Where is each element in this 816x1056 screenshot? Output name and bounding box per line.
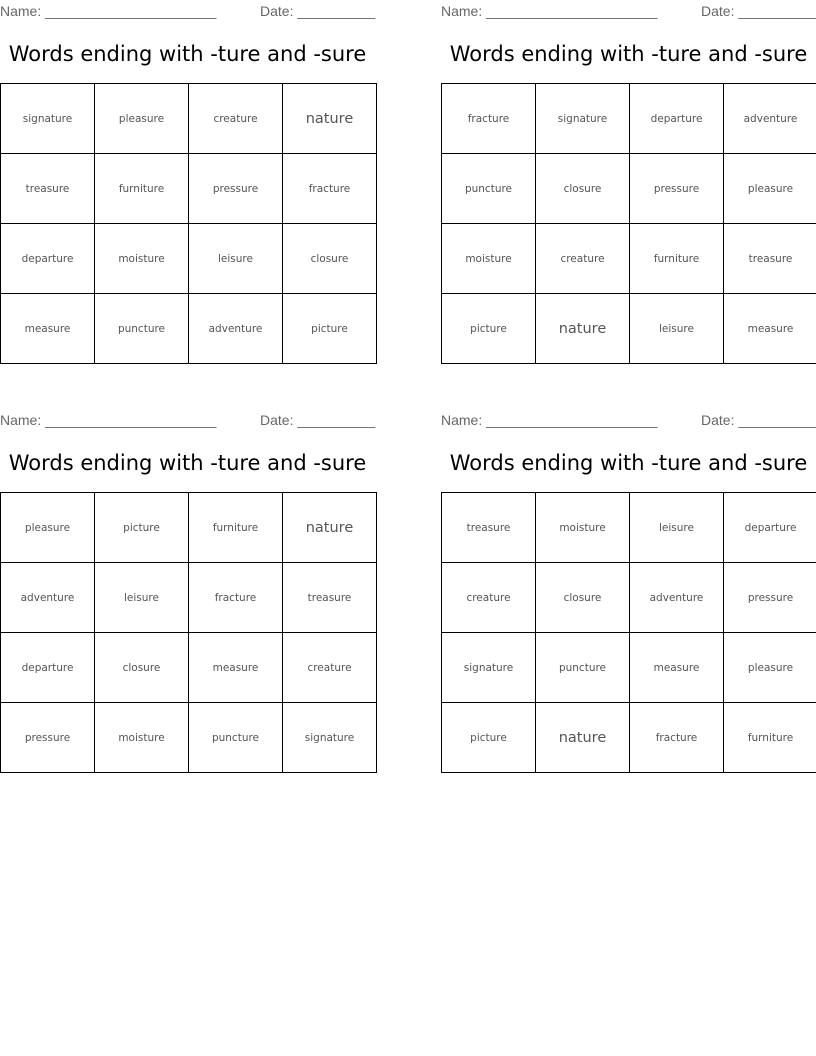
grid-cell: signature	[442, 633, 536, 703]
grid-cell: fracture	[189, 563, 283, 633]
grid-row	[442, 224, 816, 294]
grid-row	[1, 633, 377, 703]
grid-cell: puncture	[95, 294, 189, 364]
grid-cell: adventure	[1, 563, 95, 633]
date-label: Date: __________	[260, 412, 376, 428]
grid-cell: fracture	[442, 84, 536, 154]
grid-cell: leisure	[630, 493, 724, 563]
grid-cell: pressure	[630, 154, 724, 224]
grid-cell: furniture	[724, 703, 816, 773]
grid-row	[1, 84, 377, 154]
grid-cell: moisture	[442, 224, 536, 294]
grid-cell: picture	[442, 703, 536, 773]
name-date-row	[441, 409, 816, 431]
grid-cell: adventure	[724, 84, 816, 154]
grid-cell: puncture	[442, 154, 536, 224]
grid-cell: closure	[536, 154, 630, 224]
date-label: Date: __________	[701, 412, 816, 428]
bingo-card-2	[441, 0, 816, 380]
grid-cell: adventure	[189, 294, 283, 364]
grid-cell: furniture	[189, 493, 283, 563]
grid-cell: creature	[442, 563, 536, 633]
card-title: Words ending with -ture and -sure	[449, 42, 808, 66]
grid-cell: nature	[283, 493, 377, 563]
grid-cell: puncture	[536, 633, 630, 703]
grid-cell: pressure	[189, 154, 283, 224]
bingo-grid	[441, 492, 816, 773]
grid-cell: pressure	[1, 703, 95, 773]
grid-cell: departure	[1, 224, 95, 294]
grid-row	[1, 154, 377, 224]
grid-cell: treasure	[442, 493, 536, 563]
bingo-grid	[0, 492, 377, 773]
grid-cell: measure	[630, 633, 724, 703]
grid-cell: fracture	[283, 154, 377, 224]
grid-row	[442, 703, 816, 773]
grid-cell: puncture	[189, 703, 283, 773]
grid-cell: pleasure	[1, 493, 95, 563]
grid-cell: treasure	[1, 154, 95, 224]
grid-cell: pleasure	[724, 154, 816, 224]
grid-cell: moisture	[536, 493, 630, 563]
grid-cell: measure	[724, 294, 816, 364]
grid-row	[1, 224, 377, 294]
bingo-card-3	[0, 409, 375, 789]
bingo-card-1	[0, 0, 375, 380]
grid-cell: pleasure	[724, 633, 816, 703]
name-label: Name: ______________________	[441, 3, 658, 19]
grid-cell: picture	[95, 493, 189, 563]
grid-cell: nature	[283, 84, 377, 154]
name-date-row	[0, 0, 375, 22]
grid-cell: departure	[630, 84, 724, 154]
grid-cell: nature	[536, 703, 630, 773]
name-label: Name: ______________________	[0, 412, 217, 428]
name-date-row	[0, 409, 375, 431]
grid-cell: signature	[1, 84, 95, 154]
grid-cell: moisture	[95, 703, 189, 773]
grid-cell: leisure	[95, 563, 189, 633]
grid-cell: departure	[724, 493, 816, 563]
grid-cell: closure	[536, 563, 630, 633]
grid-cell: pressure	[724, 563, 816, 633]
grid-cell: furniture	[630, 224, 724, 294]
grid-row	[442, 633, 816, 703]
grid-cell: leisure	[630, 294, 724, 364]
grid-cell: picture	[442, 294, 536, 364]
grid-cell: signature	[536, 84, 630, 154]
name-label: Name: ______________________	[441, 412, 658, 428]
grid-row	[1, 493, 377, 563]
grid-cell: treasure	[724, 224, 816, 294]
grid-row	[1, 294, 377, 364]
grid-cell: furniture	[95, 154, 189, 224]
grid-cell: moisture	[95, 224, 189, 294]
bingo-card-4	[441, 409, 816, 789]
name-label: Name: ______________________	[0, 3, 217, 19]
grid-row	[1, 703, 377, 773]
grid-cell: closure	[95, 633, 189, 703]
grid-cell: picture	[283, 294, 377, 364]
grid-cell: creature	[283, 633, 377, 703]
grid-cell: measure	[1, 294, 95, 364]
grid-row	[442, 294, 816, 364]
grid-cell: closure	[283, 224, 377, 294]
card-title: Words ending with -ture and -sure	[8, 451, 367, 475]
grid-row	[442, 84, 816, 154]
bingo-grid	[0, 83, 377, 364]
grid-cell: departure	[1, 633, 95, 703]
date-label: Date: __________	[701, 3, 816, 19]
grid-cell: measure	[189, 633, 283, 703]
grid-cell: signature	[283, 703, 377, 773]
bingo-grid	[441, 83, 816, 364]
grid-row	[442, 563, 816, 633]
date-label: Date: __________	[260, 3, 376, 19]
grid-cell: leisure	[189, 224, 283, 294]
grid-cell: creature	[189, 84, 283, 154]
grid-cell: adventure	[630, 563, 724, 633]
name-date-row	[441, 0, 816, 22]
card-title: Words ending with -ture and -sure	[8, 42, 367, 66]
grid-cell: fracture	[630, 703, 724, 773]
grid-row	[442, 493, 816, 563]
grid-row	[1, 563, 377, 633]
grid-cell: treasure	[283, 563, 377, 633]
grid-cell: nature	[536, 294, 630, 364]
card-title: Words ending with -ture and -sure	[449, 451, 808, 475]
grid-cell: pleasure	[95, 84, 189, 154]
grid-cell: creature	[536, 224, 630, 294]
grid-row	[442, 154, 816, 224]
